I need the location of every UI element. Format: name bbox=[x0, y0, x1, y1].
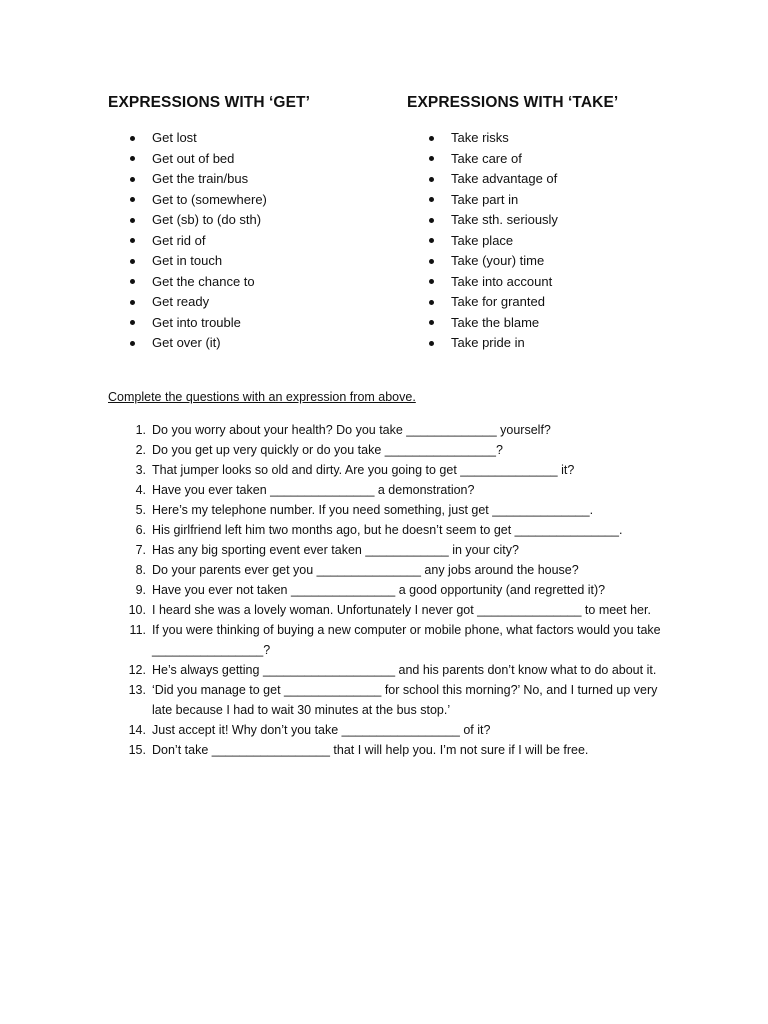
bullet-icon bbox=[130, 300, 135, 305]
list-item-text: Take pride in bbox=[451, 335, 525, 350]
bullet-icon bbox=[130, 136, 135, 141]
list-item bbox=[407, 292, 687, 313]
list-item-text: Get into trouble bbox=[152, 314, 241, 330]
list-item-text: Take part in bbox=[451, 191, 519, 207]
list-item-text: Get the chance to bbox=[152, 273, 255, 289]
list-item-text: Take risks bbox=[451, 130, 509, 145]
bullet-icon bbox=[429, 177, 434, 182]
list-item bbox=[407, 272, 687, 293]
list-item bbox=[407, 313, 687, 334]
question-text: Has any big sporting event ever taken ____________ in your city? bbox=[152, 543, 519, 557]
get-expressions-column bbox=[108, 92, 388, 354]
bullet-icon bbox=[429, 259, 434, 264]
list-item bbox=[108, 313, 388, 334]
bullet-icon bbox=[429, 279, 434, 284]
question-number: 9. bbox=[135, 583, 146, 597]
list-item bbox=[407, 251, 687, 272]
list-item bbox=[407, 333, 687, 354]
take-heading: EXPRESSIONS WITH ‘TAKE’ bbox=[407, 94, 619, 111]
question-text: That jumper looks so old and dirty. Are you going to get ______________ it? bbox=[152, 463, 575, 477]
list-item bbox=[108, 231, 388, 252]
list-item bbox=[108, 272, 388, 293]
list-item-text: Take for granted bbox=[451, 294, 545, 309]
question-item bbox=[108, 600, 668, 620]
question-item bbox=[108, 420, 668, 440]
question-number: 4. bbox=[135, 483, 146, 497]
list-item bbox=[407, 210, 687, 231]
question-number: 10. bbox=[128, 603, 146, 617]
list-item bbox=[108, 333, 388, 354]
bullet-icon bbox=[130, 259, 135, 264]
list-item bbox=[108, 190, 388, 211]
list-item bbox=[108, 292, 388, 313]
question-number: 15. bbox=[128, 743, 146, 757]
question-text: Have you ever not taken _______________ a good opportunity (and regretted it)? bbox=[152, 583, 606, 597]
list-item-text: Get in touch bbox=[152, 253, 223, 268]
question-item bbox=[108, 520, 668, 540]
question-number: 13. bbox=[128, 683, 146, 697]
list-item bbox=[407, 190, 687, 211]
list-item-text: Take (your) time bbox=[451, 253, 545, 268]
question-item bbox=[108, 500, 668, 520]
list-item-text: Get to (somewhere) bbox=[152, 191, 267, 207]
bullet-icon bbox=[429, 300, 434, 305]
bullet-icon bbox=[130, 279, 135, 284]
bullet-icon bbox=[429, 156, 434, 161]
list-item-text: Take advantage of bbox=[451, 171, 558, 186]
question-item bbox=[108, 740, 668, 760]
question-text: I heard she was a lovely woman. Unfortunately I never got _______________ to meet her. bbox=[152, 603, 651, 617]
bullet-icon bbox=[429, 341, 434, 346]
bullet-icon bbox=[130, 320, 135, 325]
question-text: He’s always getting ___________________ and his parents don’t know what to do about it. bbox=[152, 663, 657, 677]
list-item-text: Get (sb) to (do sth) bbox=[152, 212, 262, 227]
question-item bbox=[108, 460, 668, 480]
bullet-icon bbox=[429, 136, 434, 141]
exercise-instruction: Complete the questions with an expression from above. bbox=[108, 390, 416, 404]
question-item bbox=[108, 660, 668, 680]
list-item-text: Get lost bbox=[152, 130, 197, 145]
list-item bbox=[407, 149, 687, 170]
question-number: 11. bbox=[129, 623, 146, 637]
take-expressions-list bbox=[407, 128, 687, 354]
question-text: Just accept it! Why don’t you take _________________ of it? bbox=[152, 723, 491, 737]
question-item bbox=[108, 540, 668, 560]
question-item bbox=[108, 680, 668, 720]
list-item-text: Get the train/bus bbox=[152, 171, 249, 186]
question-text: Don’t take _________________ that I will help you. I’m not sure if I will be free. bbox=[152, 743, 589, 757]
list-item-text: Take care of bbox=[451, 150, 522, 166]
list-item-text: Take sth. seriously bbox=[451, 212, 558, 227]
list-item-text: Take into account bbox=[451, 273, 553, 289]
list-item-text: Get rid of bbox=[152, 232, 206, 248]
question-number: 7. bbox=[135, 543, 146, 557]
bullet-icon bbox=[130, 341, 135, 346]
bullet-icon bbox=[429, 197, 434, 202]
list-item bbox=[108, 251, 388, 272]
list-item bbox=[407, 128, 687, 149]
take-expressions-column bbox=[407, 92, 687, 354]
bullet-icon bbox=[130, 238, 135, 243]
bullet-icon bbox=[130, 156, 135, 161]
list-item bbox=[407, 169, 687, 190]
bullet-icon bbox=[130, 197, 135, 202]
question-number: 5. bbox=[135, 503, 146, 517]
question-number: 14. bbox=[128, 723, 146, 737]
bullet-icon bbox=[130, 218, 135, 223]
list-item-text: Get out of bed bbox=[152, 150, 235, 166]
list-item-text: Get over (it) bbox=[152, 335, 221, 350]
question-text: His girlfriend left him two months ago, but he doesn’t seem to get _______________. bbox=[152, 523, 623, 537]
question-text: ‘Did you manage to get ______________ for school this morning?’ No, and I turned up very late because I had to wait 30 minutes at the bus stop.’ bbox=[152, 683, 658, 717]
question-number: 8. bbox=[135, 563, 146, 577]
question-number: 1. bbox=[135, 423, 146, 437]
list-item-text: Get ready bbox=[152, 294, 210, 309]
list-item bbox=[108, 128, 388, 149]
list-item-text: Take the blame bbox=[451, 314, 540, 330]
question-number: 3. bbox=[135, 463, 146, 477]
list-item-text: Take place bbox=[451, 232, 514, 248]
list-item bbox=[407, 231, 687, 252]
get-expressions-list bbox=[108, 128, 388, 354]
question-item bbox=[108, 480, 668, 500]
question-number: 2. bbox=[135, 443, 146, 457]
question-text: If you were thinking of buying a new computer or mobile phone, what factors would you take ________________? bbox=[152, 623, 661, 657]
bullet-icon bbox=[130, 177, 135, 182]
questions-list bbox=[108, 420, 668, 760]
question-item bbox=[108, 620, 668, 660]
question-text: Here’s my telephone number. If you need something, just get ______________. bbox=[152, 503, 594, 517]
question-item bbox=[108, 560, 668, 580]
bullet-icon bbox=[429, 238, 434, 243]
question-text: Do you worry about your health? Do you take _____________ yourself? bbox=[152, 423, 551, 437]
list-item bbox=[108, 149, 388, 170]
question-number: 6. bbox=[135, 523, 146, 537]
question-item bbox=[108, 440, 668, 460]
bullet-icon bbox=[429, 218, 434, 223]
bullet-icon bbox=[429, 320, 434, 325]
list-item bbox=[108, 169, 388, 190]
question-text: Do you get up very quickly or do you take ________________? bbox=[152, 443, 503, 457]
question-item bbox=[108, 580, 668, 600]
question-number: 12. bbox=[128, 663, 146, 677]
list-item bbox=[108, 210, 388, 231]
question-text: Do your parents ever get you _______________ any jobs around the house? bbox=[152, 563, 579, 577]
question-text: Have you ever taken _______________ a demonstration? bbox=[152, 483, 475, 497]
get-heading: EXPRESSIONS WITH ‘GET’ bbox=[108, 94, 311, 111]
question-item bbox=[108, 720, 668, 740]
